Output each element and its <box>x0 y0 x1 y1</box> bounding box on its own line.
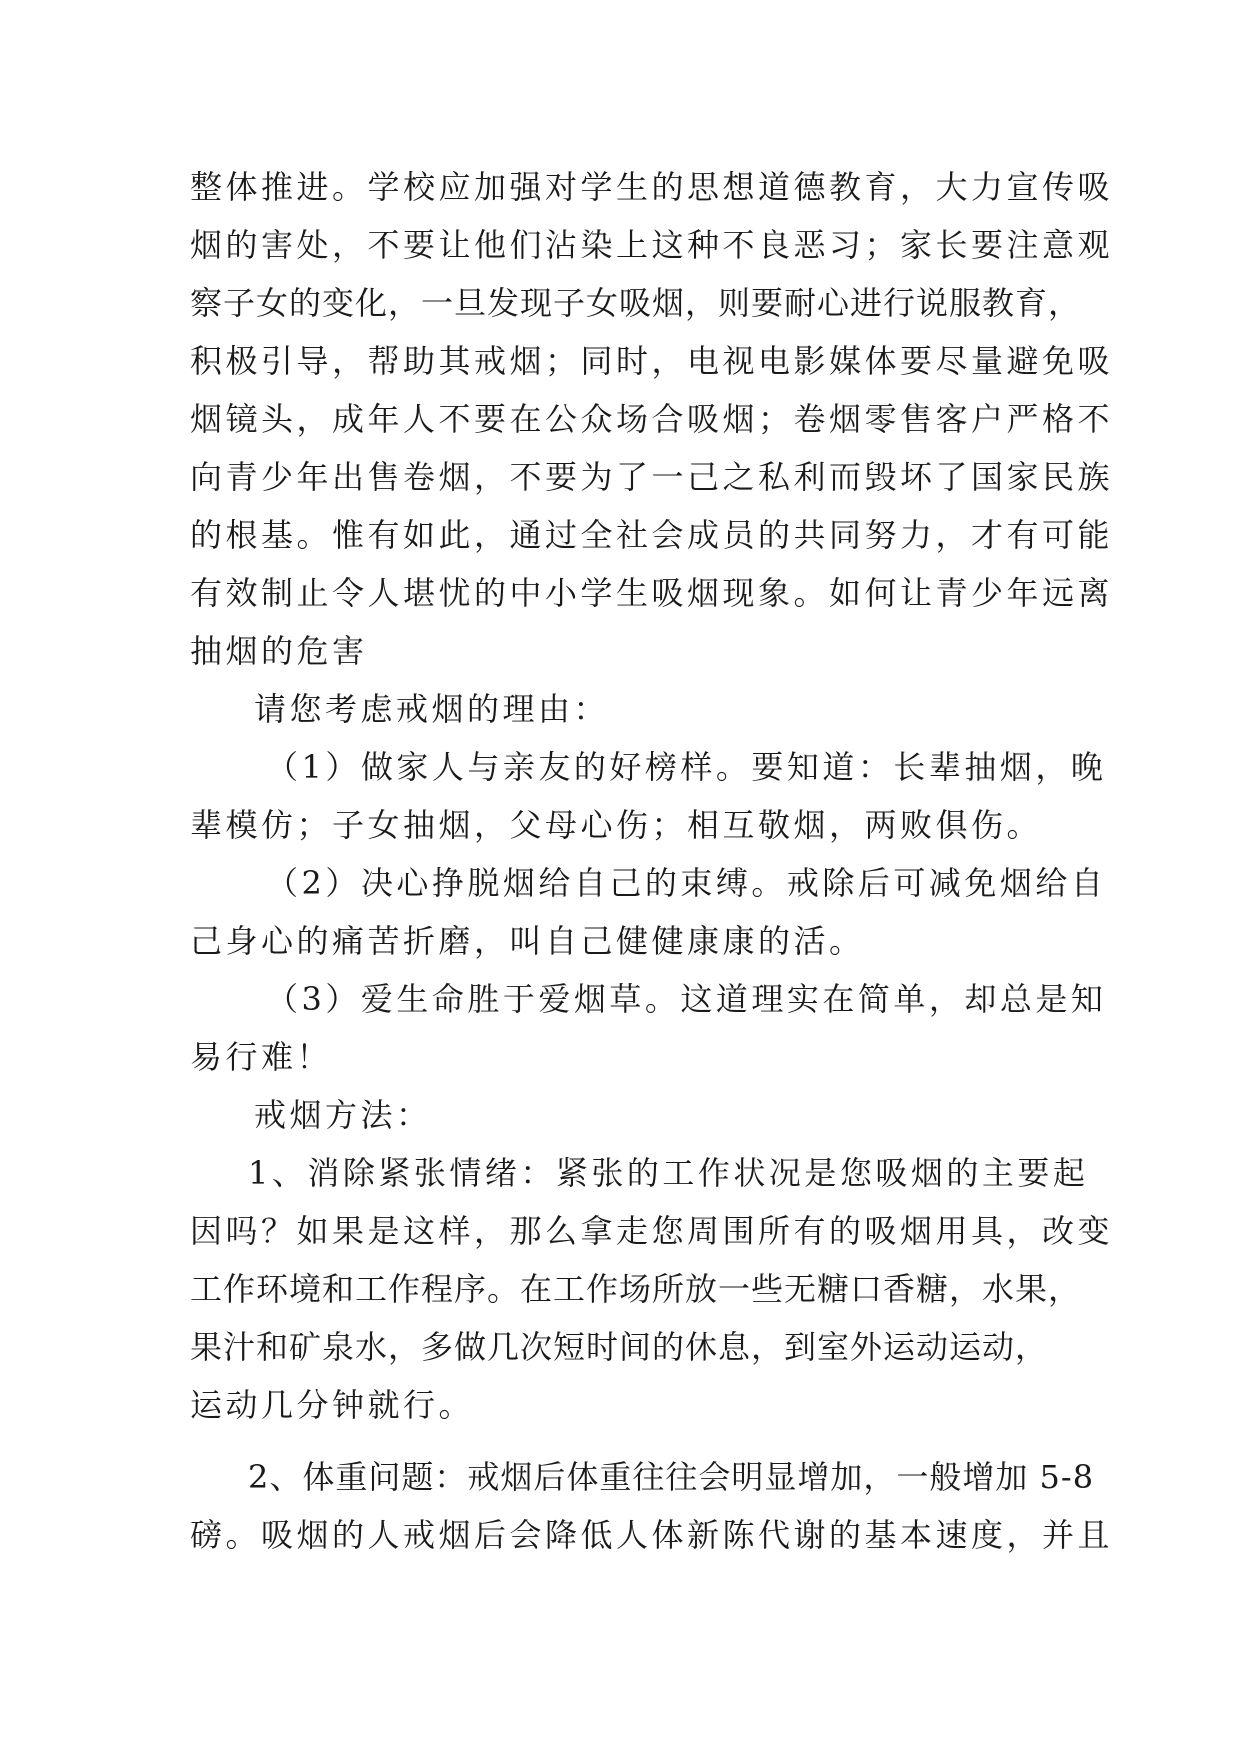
body-line: 烟的害处，不要让他们沾染上这种不良恶习；家长要注意观 <box>190 226 1114 264</box>
body-line: 向青少年出售卷烟，不要为了一己之私利而毁坏了国家民族 <box>190 458 1114 496</box>
body-line: 易行难！ <box>190 1038 333 1076</box>
paragraph-start-line: 请您考虑戒烟的理由： <box>254 690 610 728</box>
body-line: 烟镜头，成年人不要在公众场合吸烟；卷烟零售客户严格不 <box>190 400 1114 438</box>
body-line: 抽烟的危害 <box>190 632 368 670</box>
body-line: 运动几分钟就行。 <box>190 1386 475 1424</box>
paragraph-start-line: （1）做家人与亲友的好榜样。要知道：长辈抽烟，晚 <box>266 748 1107 786</box>
body-line: 辈模仿；子女抽烟，父母心伤；相互敬烟，两败俱伤。 <box>190 806 1043 844</box>
paragraph-start-line: 戒烟方法： <box>254 1096 432 1134</box>
paragraph-start-line: （2）决心挣脱烟给自己的束缚。戒除后可减免烟给自 <box>266 864 1107 902</box>
paragraph-start-line: 1、消除紧张情绪：紧张的工作状况是您吸烟的主要起 <box>248 1154 1089 1192</box>
body-line: 果汁和矿泉水，多做几次短时间的休息，到室外运动运动， <box>190 1328 1049 1366</box>
body-line: 整体推进。学校应加强对学生的思想道德教育，大力宣传吸 <box>190 168 1114 206</box>
body-line: 有效制止令人堪忧的中小学生吸烟现象。如何让青少年远离 <box>190 574 1114 612</box>
paragraph-start-line: （3）爱生命胜于爱烟草。这道理实在简单，却总是知 <box>266 980 1107 1018</box>
body-line: 工作环境和工作程序。在工作场所放一些无糖口香糖，水果， <box>190 1270 1082 1308</box>
body-line: 磅。吸烟的人戒烟后会降低人体新陈代谢的基本速度，并且 <box>190 1516 1114 1554</box>
paragraph-start-line: 2、体重问题：戒烟后体重往往会明显增加，一般增加 5-8 <box>248 1458 1095 1496</box>
document-body <box>190 158 1114 1564</box>
body-line: 因吗？如果是这样，那么拿走您周围所有的吸烟用具，改变 <box>190 1212 1114 1250</box>
body-line: 己身心的痛苦折磨，叫自己健健康康的活。 <box>190 922 865 960</box>
body-line: 积极引导，帮助其戒烟；同时，电视电影媒体要尽量避免吸 <box>190 342 1114 380</box>
body-line: 察子女的变化，一旦发现子女吸烟，则要耐心进行说服教育， <box>190 284 1082 322</box>
body-line: 的根基。惟有如此，通过全社会成员的共同努力，才有可能 <box>190 516 1114 554</box>
